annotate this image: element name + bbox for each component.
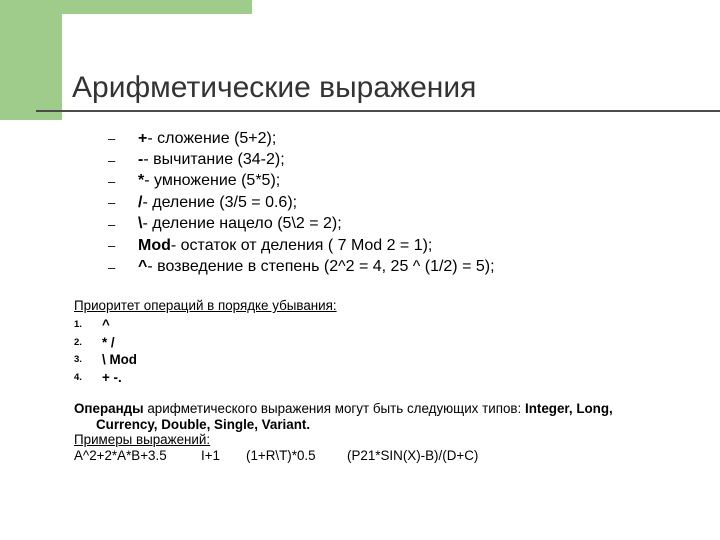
example-expression: A^2+2*A*B+3.5 [74,448,167,463]
list-item [108,171,495,192]
bullet-dash: – [108,152,116,168]
item-number: 3. [74,354,82,366]
operand-types-line2: Currency, Double, Single, Variant. [96,416,311,432]
bullet-dash: – [108,195,116,211]
operations-list [108,128,495,278]
bullet-dash: – [108,216,116,232]
list-item [108,235,495,256]
list-item [74,369,137,387]
priority-heading: Приоритет операций в порядке убывания: [74,298,337,313]
operator-symbol: / [138,193,143,211]
priority-operators: + -. [102,369,122,385]
slide-title: Арифметические выражения [72,71,477,104]
priority-operators: \ Mod [102,352,137,368]
operator-description: - остаток от деления ( 7 Mod 2 = 1); [170,236,433,254]
examples-heading: Примеры выражений: [74,432,211,447]
bullet-dash: – [108,173,116,189]
item-number: 2. [74,336,82,348]
operator-symbol: * [138,172,145,190]
operator-description: - деление нацело (5\2 = 2); [142,215,342,233]
item-number: 1. [74,319,82,331]
priority-operators: * / [102,334,115,350]
operator-symbol: + [138,129,148,147]
list-item [108,214,495,235]
title-divider [36,110,720,112]
list-item [74,351,137,369]
operand-types-line1: Integer, Long, [524,401,613,416]
list-item [108,192,495,213]
example-expression: (1+R\T)*0.5 [246,448,316,463]
list-item [108,256,495,277]
bullet-dash: – [108,259,116,275]
operands-description: арифметического выражения могут быть следующих типов: [143,401,525,416]
list-item [108,149,495,170]
operator-symbol: \ [138,215,143,233]
operator-description: - умножение (5*5); [144,172,281,190]
list-item [74,316,137,334]
operator-symbol: - [138,151,144,169]
example-expression: (P21*SIN(X)-B)/(D+C) [347,448,479,463]
bullet-dash: – [108,131,116,147]
operator-symbol: Mod [138,236,171,254]
operator-description: - возведение в степень (2^2 = 4, 25 ^ (1/2) = 5); [147,258,495,276]
operator-description: - деление (3/5 = 0.6); [142,193,298,211]
priority-operators: ^ [102,317,110,333]
operator-description: - сложение (5+2); [147,129,277,147]
bullet-dash: – [108,238,116,254]
item-number: 4. [74,371,82,383]
example-expression: I+1 [201,448,220,463]
priority-list [74,316,137,386]
operands-paragraph [74,401,694,432]
list-item [74,334,137,352]
list-item [108,128,495,149]
operator-symbol: ^ [138,258,148,276]
operands-term: Операнды [74,401,144,416]
operator-description: - вычитание (34-2); [143,151,285,169]
